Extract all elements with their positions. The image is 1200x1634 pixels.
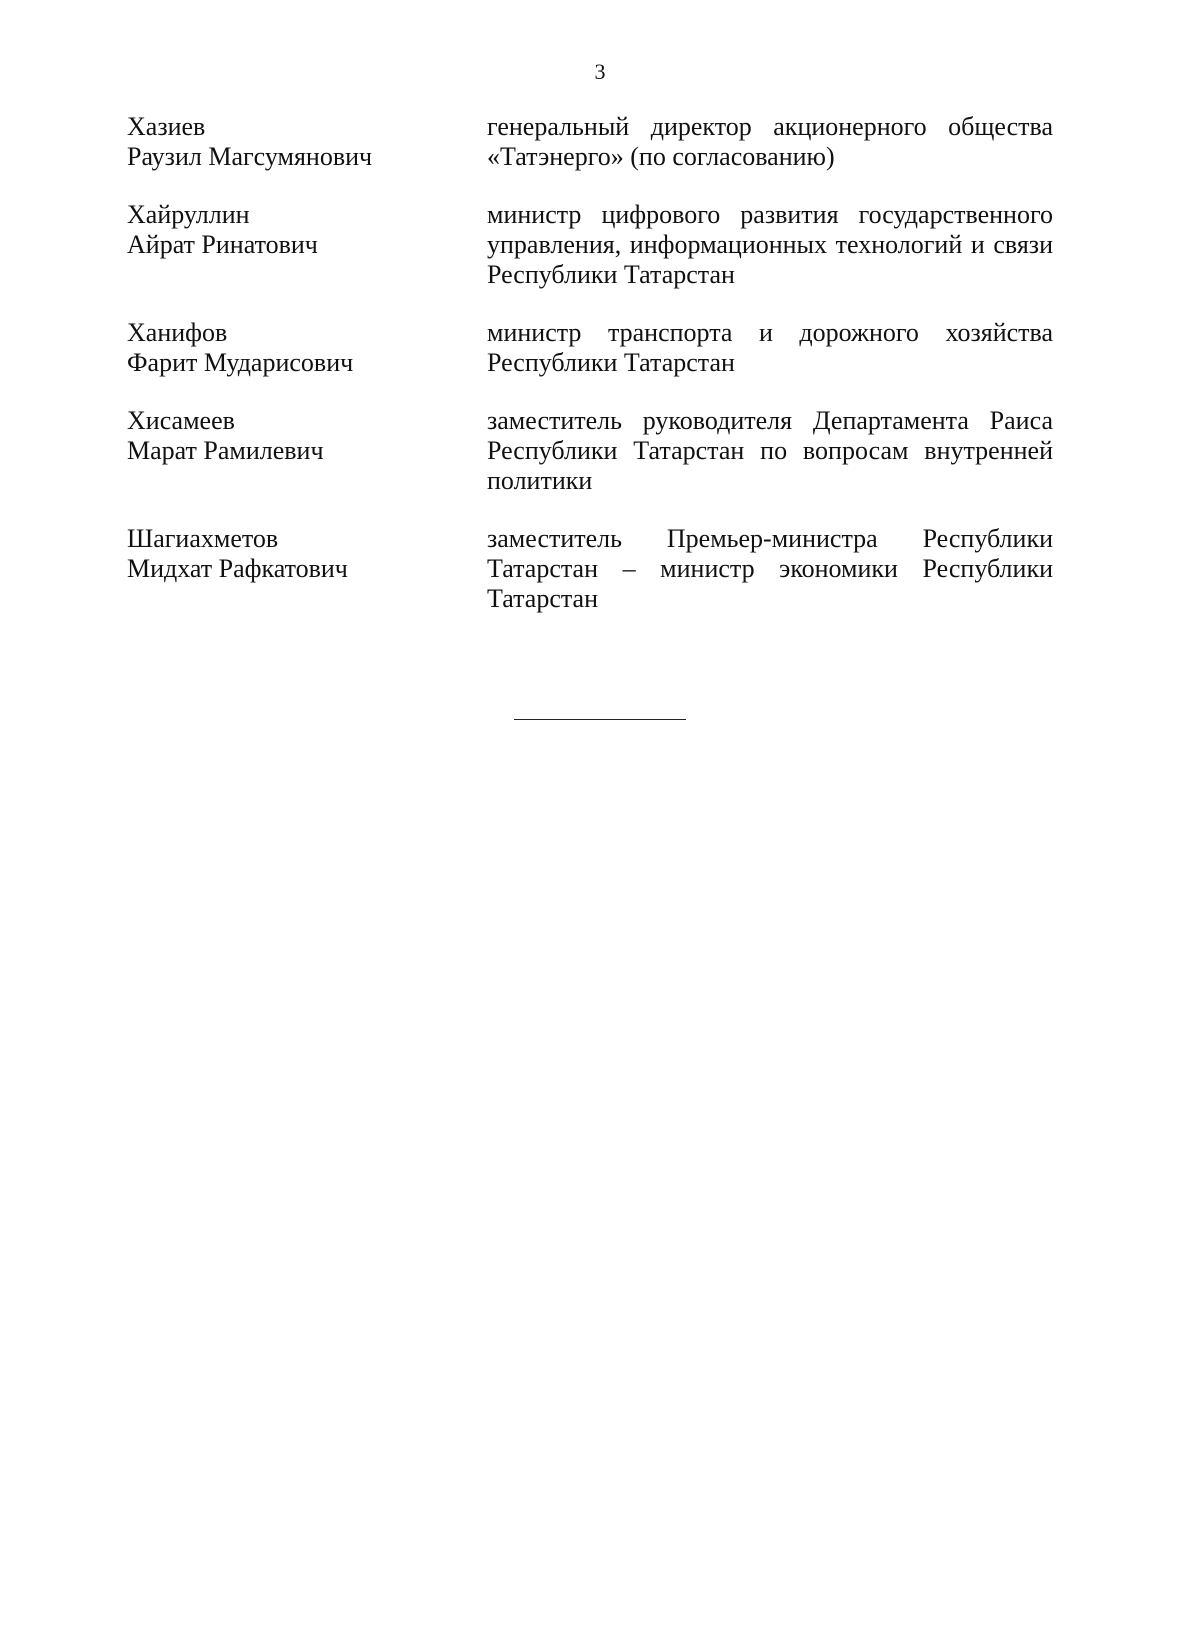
member-entry — [127, 406, 1053, 496]
member-given-names: Айрат Ринатович — [127, 230, 318, 259]
member-name — [127, 200, 487, 290]
member-surname: Ханифов — [127, 318, 228, 347]
member-position: генеральный директор акционерного общества «Татэнерго» (по согласованию) — [487, 112, 1053, 171]
member-position: министр транспорта и дорожного хозяйства Республики Татарстан — [487, 318, 1053, 377]
member-surname: Хайруллин — [127, 200, 250, 229]
member-entry — [127, 318, 1053, 378]
page-number: 3 — [594, 59, 606, 84]
member-entry — [127, 112, 1053, 172]
member-name — [127, 112, 487, 172]
member-surname: Хисамеев — [127, 406, 235, 435]
member-position: министр цифрового развития государственного управления, информационных технологий и связи Республики Татарстан — [487, 200, 1053, 289]
member-position: заместитель Премьер-министра Республики Татарстан – министр экономики Республики Татарстан — [487, 524, 1053, 613]
member-entry — [127, 524, 1053, 614]
member-surname: Хазиев — [127, 112, 206, 141]
members-list — [127, 112, 1053, 614]
member-given-names: Мидхат Рафкатович — [127, 554, 348, 583]
member-given-names: Фарит Мударисович — [127, 348, 354, 377]
member-given-names: Раузил Магсумянович — [127, 142, 373, 171]
member-given-names: Марат Рамилевич — [127, 436, 324, 465]
member-position: заместитель руководителя Департамента Раиса Республики Татарстан по вопросам внутренней политики — [487, 406, 1053, 495]
member-name — [127, 524, 487, 614]
closing-separator-line — [514, 719, 686, 720]
member-surname: Шагиахметов — [127, 524, 279, 553]
member-entry — [127, 200, 1053, 290]
member-name — [127, 406, 487, 496]
member-name — [127, 318, 487, 378]
